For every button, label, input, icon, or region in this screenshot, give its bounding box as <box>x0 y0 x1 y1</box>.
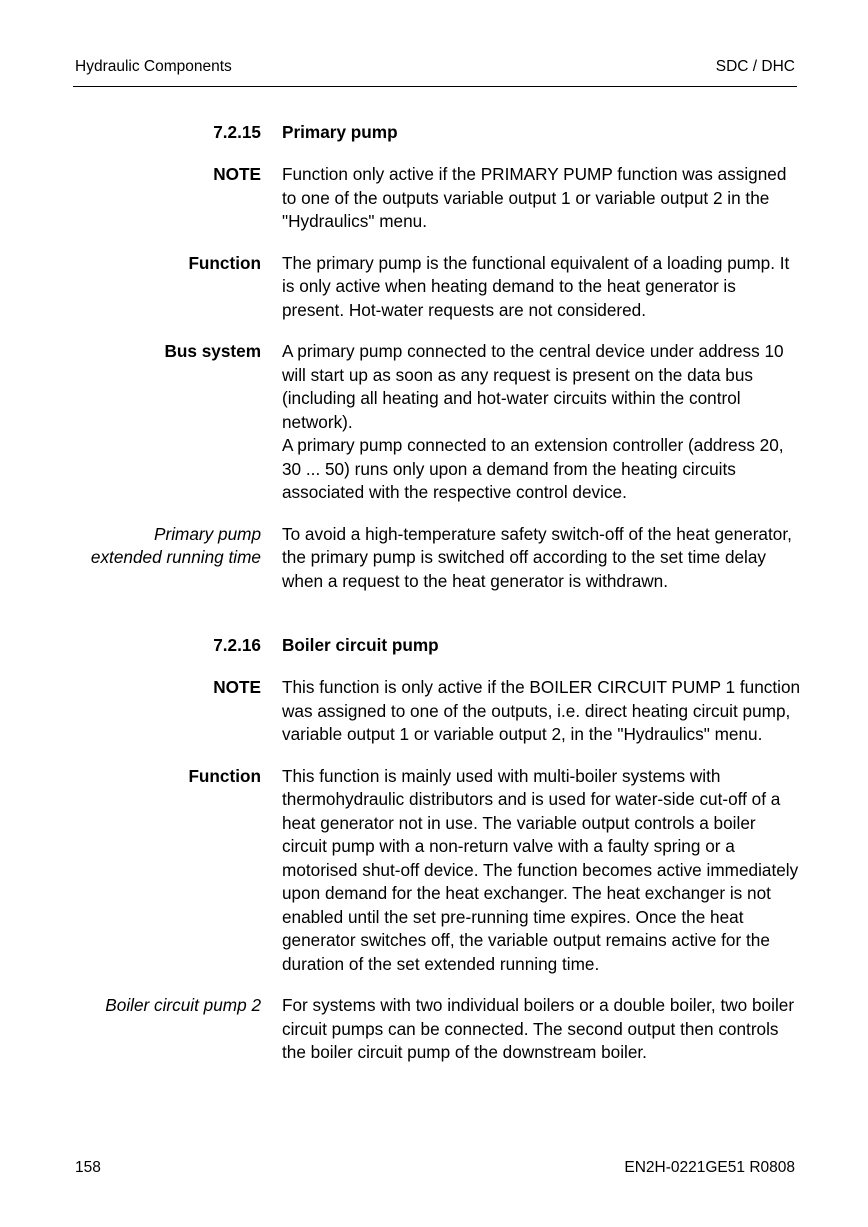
row-label-note: NOTE <box>213 164 261 184</box>
function-row <box>0 765 868 977</box>
bus-system-row <box>0 340 868 505</box>
row-label-line: extended running time <box>90 547 261 567</box>
row-label-bus-system: Bus system <box>164 341 261 361</box>
function-row <box>0 252 868 323</box>
row-text: This function is mainly used with multi-boiler systems with thermohydraulic distributors and is used for water-side cut-off of a heat generator not in use. The variable output controls a boiler circuit pump with a non-return valve with a faulty spring or a motorised shut-off device. The function becomes active immediately upon demand for the heat exchanger. The heat exchanger is not enabled until the set pre-running time expires. Once the heat generator switches off, the variable output remains active for the duration of the set extended running time. <box>282 765 799 974</box>
section-heading <box>0 121 868 145</box>
row-text: This function is only active if the BOILER CIRCUIT PUMP 1 function was assigned to one of the outputs, i.e. direct heating circuit pump, variable output 1 or variable output 2, in the "Hydraulics" menu. <box>282 677 801 744</box>
row-text: The primary pump is the functional equivalent of a loading pump. It is only active when heating demand to the heat generator is present. Hot-water requests are not considered. <box>282 252 790 320</box>
note-row <box>0 163 868 234</box>
page-number: 158 <box>75 1159 101 1176</box>
row-text: To avoid a high-temperature safety switch-off of the heat generator, the primary pump is switched off according to the set time delay when a request to the heat generator is withdrawn. <box>282 523 792 591</box>
row-text: For systems with two individual boilers or a double boiler, two boiler circuit pumps can be connected. The second output then controls the boiler circuit pump of the downstream boiler. <box>282 995 795 1062</box>
page-header <box>73 58 797 87</box>
row-label-function: Function <box>188 765 261 786</box>
header-product-name: SDC / DHC <box>715 58 795 75</box>
row-text-paragraph: A primary pump connected to the central device under address 10 will start up as soon as any request is present on the data bus (including all heating and hot-water circuits within the control network). <box>282 341 784 432</box>
row-label-extended-running-time <box>31 523 261 570</box>
document-code: EN2H-0221GE51 R0808 <box>624 1159 795 1176</box>
section-title: Primary pump <box>282 122 398 142</box>
section-boiler-circuit-pump <box>0 634 868 1065</box>
boiler-circuit-pump-2-row <box>0 994 868 1065</box>
section-primary-pump <box>0 121 868 593</box>
row-label-function: Function <box>188 252 261 273</box>
row-text-paragraph: A primary pump connected to an extension controller (address 20, 30 ... 50) runs only upon a demand from the heating circuits associated with the respective control device. <box>282 435 784 502</box>
section-number: 7.2.15 <box>213 122 261 142</box>
row-label-boiler-circuit-pump-2: Boiler circuit pump 2 <box>105 995 261 1015</box>
row-label-line: Primary pump <box>154 523 261 544</box>
note-row <box>0 676 868 747</box>
row-label-note: NOTE <box>213 677 261 697</box>
header-chapter-title: Hydraulic Components <box>75 58 232 75</box>
page-content <box>0 121 868 1083</box>
extended-running-time-row <box>0 523 868 594</box>
row-text-block <box>282 340 802 505</box>
section-number: 7.2.16 <box>213 635 261 655</box>
section-heading <box>0 634 868 658</box>
row-text: Function only active if the PRIMARY PUMP function was assigned to one of the outputs variable output 1 or variable output 2 in the "Hydraulics" menu. <box>282 164 787 231</box>
section-title: Boiler circuit pump <box>282 635 439 655</box>
